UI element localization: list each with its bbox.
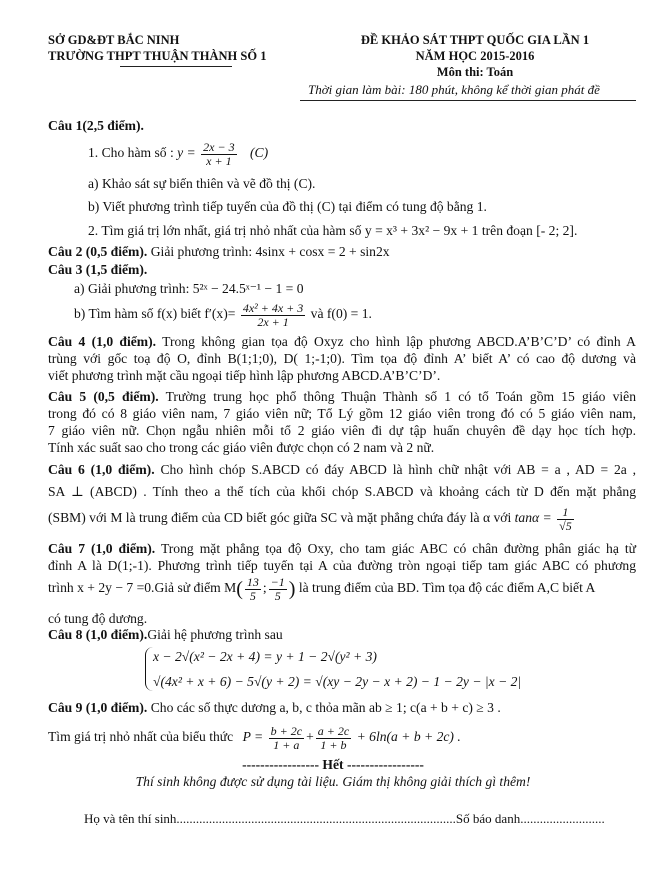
q9-fraction-1 [269,725,304,751]
q1-function-denominator: x + 1 [206,153,232,168]
q9-f1-num: b + 2c [270,724,303,738]
q7-line3: trình x + 2y − 7 =0.Giả sử điểm M( $\frac{13}{5}$ ; $\frac{-1}{5}$ ) là trung điểm của BD. Tìm tọa độ các điểm A,C biết A [48,575,596,603]
q8-title: Câu 8 (1,0 điểm). [48,627,148,642]
q6-line1 [48,462,636,478]
q9 [48,700,501,716]
subject: Môn thi: Toán [436,65,514,79]
q9-f2-num: a + 2c [317,724,350,738]
q7-line3-b: là trung điểm của BD. Tìm tọa độ các điểm A,C biết A [298,580,596,596]
q1-part-a: a) Khảo sát sự biến thiên và vẽ đồ thị (C). [88,176,316,191]
q6-line2: SA ⊥ (ABCD) . Tính theo a thể tích của khối chóp S.ABCD và khoảng cách từ D đến mặt phẳng [48,484,636,499]
q3-title: Câu 3 (1,5 điểm). [48,262,148,277]
header-rule [300,100,636,101]
school-year: NĂM HỌC 2015-2016 [415,49,535,63]
school-underline [120,66,232,67]
q3-derivative-fraction [241,302,305,328]
q5-title: Câu 5 (0,5 điểm). [48,389,159,404]
q9-fraction-2 [316,725,351,751]
q6-line1-text: Cho hình chóp S.ABCD có đáy ABCD là hình chữ nhật với AB = a , AD = 2a , [160,462,637,477]
q7-m-y-num: −1 [270,575,285,589]
q6-tan-denominator: √5 [559,518,572,533]
q7-line2: đỉnh A là D(1;-1). Phương trình tiếp tuyến tại A của đường tròn ngoại tiếp tam giác ABC có phương [48,558,636,573]
q7-m-y [269,576,287,602]
q9-title: Câu 9 (1,0 điểm). [48,700,148,715]
q3-derivative-denominator: 2x + 1 [257,314,289,329]
q5-line1 [48,389,636,405]
q3-part-a: a) Giải phương trình: 5²ˣ − 24.5ˣ⁻¹ − 1 = 0 [74,281,304,296]
q4-line2: trùng với gốc toạ độ O, đỉnh B(1;1;0), D( 1;-1;0). Tìm tọa độ đỉnh A’ biết A’ có cao độ dương và [48,351,636,366]
q3-b-suffix: và f(0) = 1. [310,306,372,322]
q1-part1-prefix: 1. Cho hàm số : [88,145,174,161]
q9-line2: Tìm giá trị nhỏ nhất của biểu thức P = $\frac{b + 2c}{1 + a}$ + $\frac{a + 2c}{1 + b}$ + 6ln(a + b + 2c) . [48,724,461,752]
q1-curve-label: (C) [249,145,269,161]
q7-line4: có tung độ dương. [48,611,148,626]
school-name: TRƯỜNG THPT THUẬN THÀNH SỐ 1 [48,49,267,63]
q1-part1 [88,141,268,167]
q4-line1-text: Trong không gian tọa độ Oxyz cho hình lập phương ABCD.A’B’C’D’ có đỉnh A [162,334,636,349]
department-name: SỞ GD&ĐT BẮC NINH [48,33,180,47]
q1-title: Câu 1(2,5 điểm). [48,118,144,133]
q9-text: Cho các số thực dương a, b, c thỏa mãn ab ≥ 1; c(a + b + c) ≥ 3 . [150,700,501,715]
q5-line1-text: Trường trung học phổ thông Thuận Thành số 1 có tổ Toán gồm 15 giáo viên [165,389,637,404]
q7-title: Câu 7 (1,0 điểm). [48,541,156,556]
q4-line1 [48,334,636,350]
exam-title: ĐỀ KHẢO SÁT THPT QUỐC GIA LẦN 1 [360,33,590,47]
q8-equation-1: x − 2√(x² − 2x + 4) = y + 1 − 2√(y² + 3) [153,649,377,664]
q9-f2-den: 1 + b [320,737,347,752]
q5-line3: 7 giáo viên nữ. Chọn ngẫu nhiên mỗi tổ 2 giáo viên đi dự tập huấn chuyên đề dạy học tích hợp. [48,423,636,438]
q6-title: Câu 6 (1,0 điểm). [48,462,155,477]
q1-part-b: b) Viết phương trình tiếp tuyến của đồ thị (C) tại điểm có tung độ bằng 1. [88,199,487,214]
q1-part2: 2. Tìm giá trị lớn nhất, giá trị nhỏ nhất của hàm số y = x³ + 3x² − 9x + 1 trên đoạn [- 2; 2]. [88,223,578,238]
q1-function-fraction [201,141,236,167]
q2-title: Câu 2 (0,5 điểm). [48,244,148,259]
time-note: Thời gian làm bài: 180 phút, không kể thời gian phát đề [308,82,600,97]
q7-m-x [245,576,261,602]
q6-line3-text: (SBM) với M là trung điểm của CD biết góc giữa SC và mặt phẳng chứa đáy là α với [48,510,512,526]
q5-line2: trong đó có 8 giáo viên nam, 7 giáo viên nữ; Tổ Lý gồm 12 giáo viên trong đó có 5 giáo viên nam, [48,406,636,421]
q4-title: Câu 4 (1,0 điểm). [48,334,157,349]
q7-line1 [48,541,636,557]
q9-p-label: P = [242,729,264,745]
q5-line4: Tính xác suất sao cho trong các giáo viên được chọn có 2 nam và 2 nữ. [48,440,435,455]
q6-tan: tanα = [514,510,552,526]
q2-text: Giải phương trình: 4sinx + cosx = 2 + sin2x [150,244,390,259]
q7-line1-text: Trong mặt phẳng tọa độ Oxy, cho tam giác ABC có chân đường phân giác hạ từ [160,541,637,556]
q6-tan-fraction [557,506,574,532]
q6-tan-numerator: 1 [557,506,574,520]
q6-line3 [48,506,576,532]
q7-m-y-den: 5 [274,588,281,603]
q8 [48,627,283,643]
q3-derivative-numerator: 4x² + 4x + 3 [242,301,304,315]
candidate-info-line: Họ và tên thí sinh......................................................................................Số báo danh.......................... [84,811,605,826]
end-marker: ----------------- Hết ----------------- [242,757,424,772]
q8-text: Giải hệ phương trình sau [147,627,283,642]
q9-f1-den: 1 + a [273,737,300,752]
q3-b-prefix: b) Tìm hàm số f(x) biết f′(x)= [74,306,236,322]
q9-line2-prefix: Tìm giá trị nhỏ nhất của biểu thức [48,729,234,745]
q3-part-b [74,302,372,328]
q1-function-numerator: 2x − 3 [203,140,235,154]
exam-note: Thí sinh không được sử dụng tài liệu. Giám thị không giải thích gì thêm! [135,774,531,789]
q8-equation-2: √(4x² + x + 6) − 5√(y + 2) = √(xy − 2y − x + 2) − 1 − 2y − |x − 2| [153,674,522,689]
q7-m-x-den: 5 [249,588,256,603]
q2 [48,244,390,260]
q9-tail: + 6ln(a + b + 2c) . [356,729,461,745]
q4-line3: viết phương trình mặt cầu ngoại tiếp hình lập phương ABCD.A’B’C’D’. [48,368,441,383]
q7-m-x-num: 13 [246,575,259,589]
q7-line3-a: trình x + 2y − 7 =0.Giả sử điểm M [48,580,237,596]
q1-function-y: y = [177,145,196,161]
